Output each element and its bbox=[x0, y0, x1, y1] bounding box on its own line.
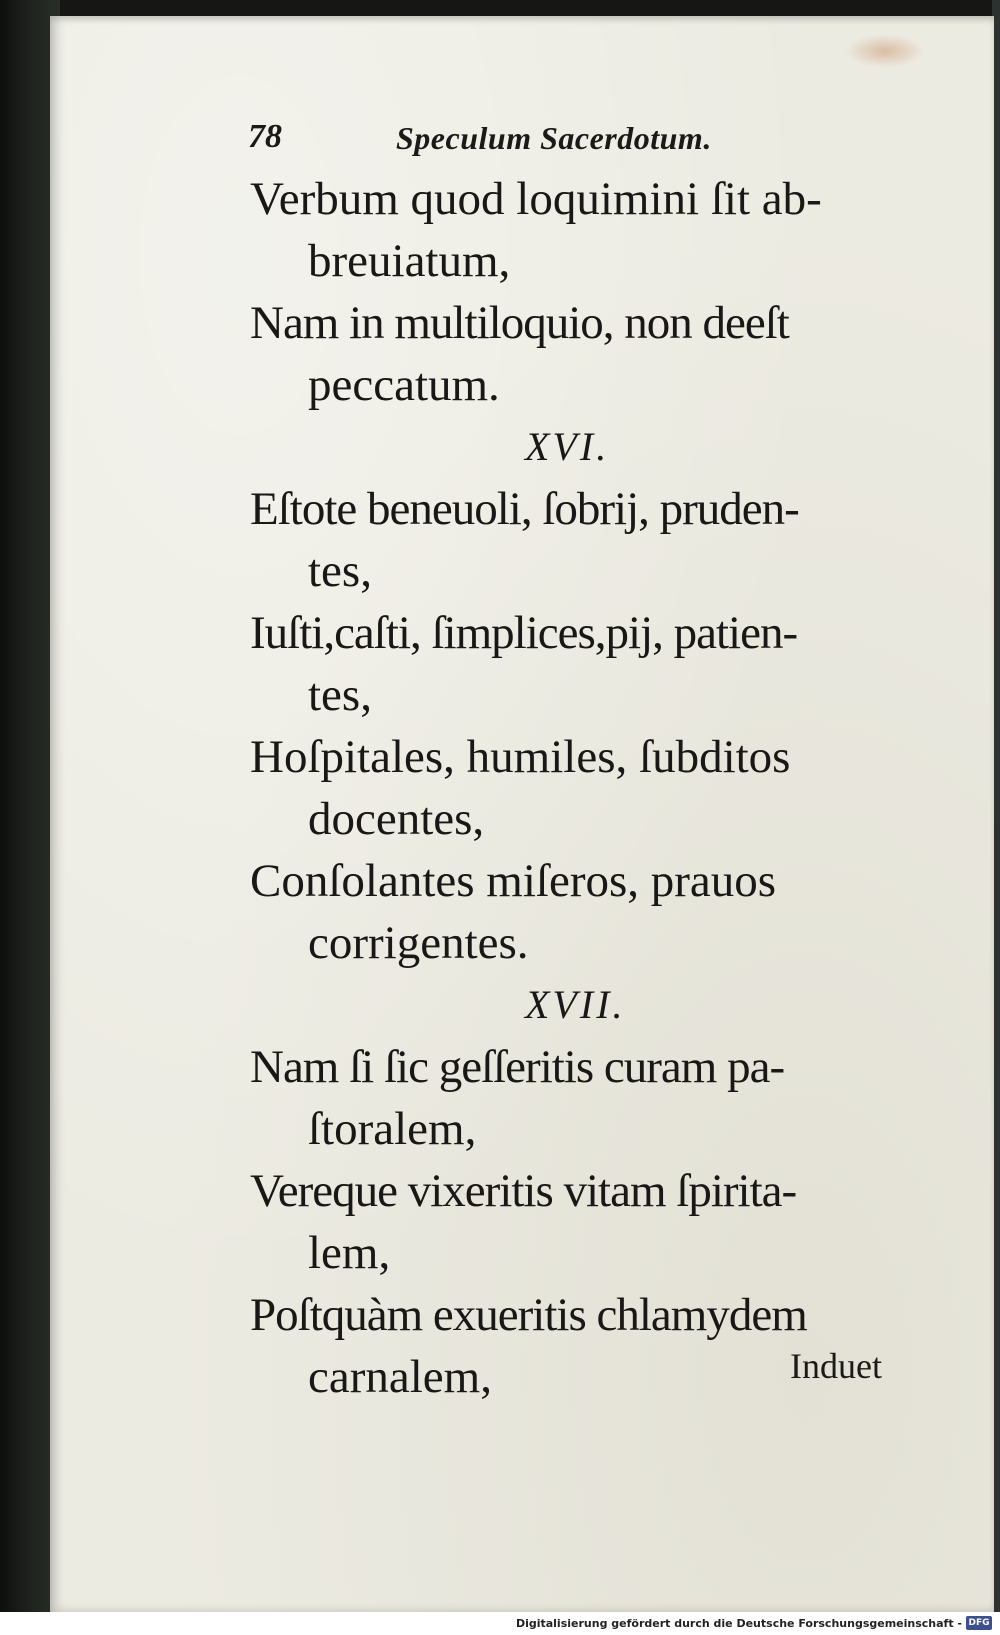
digitization-footer bbox=[0, 1612, 1000, 1635]
text-line: carnalem, bbox=[308, 1351, 492, 1403]
running-head bbox=[248, 118, 848, 168]
text-line: Eſtote beneuoli, ſobrij, pruden- bbox=[250, 483, 799, 535]
catchword: Induet bbox=[790, 1346, 882, 1386]
text-line: lem, bbox=[308, 1227, 391, 1279]
verse-text bbox=[250, 168, 930, 1408]
paper-stain bbox=[845, 34, 925, 68]
text-line: tes, bbox=[308, 545, 372, 597]
text-line: Iuſti,caſti, ſimplices,pij, patien- bbox=[250, 607, 798, 659]
text-line: Hoſpitales, humiles, ſubditos bbox=[250, 731, 791, 783]
running-title: Speculum Sacerdotum. bbox=[396, 120, 712, 156]
text-line: tes, bbox=[308, 669, 372, 721]
text-line: Poſtquàm exueritis chlamydem bbox=[250, 1289, 807, 1341]
text-line: corrigentes. bbox=[308, 917, 529, 969]
section-numeral: XVII. bbox=[525, 982, 626, 1027]
text-line: Nam ſi ſic geſſeritis curam pa- bbox=[250, 1041, 785, 1093]
footer-credit: Digitalisierung gefördert durch die Deutsche Forschungsgemeinschaft - bbox=[515, 1617, 962, 1630]
text-line: breuiatum, bbox=[308, 235, 511, 287]
page-number: 78 bbox=[248, 118, 282, 155]
text-line: Verbum quod loquimini ſit ab- bbox=[250, 173, 822, 225]
dfg-logo-icon: DFG bbox=[966, 1616, 992, 1630]
section-numeral: XVI. bbox=[525, 424, 610, 469]
text-line: peccatum. bbox=[308, 359, 500, 411]
text-line: docentes, bbox=[308, 793, 485, 845]
text-line: ſtoralem, bbox=[308, 1103, 477, 1155]
text-line: Conſolantes miſeros, prauos bbox=[250, 855, 777, 907]
text-line: Nam in multiloquio, non deeſt bbox=[250, 297, 789, 349]
text-line: Vereque vixeritis vitam ſpirita- bbox=[250, 1165, 797, 1217]
